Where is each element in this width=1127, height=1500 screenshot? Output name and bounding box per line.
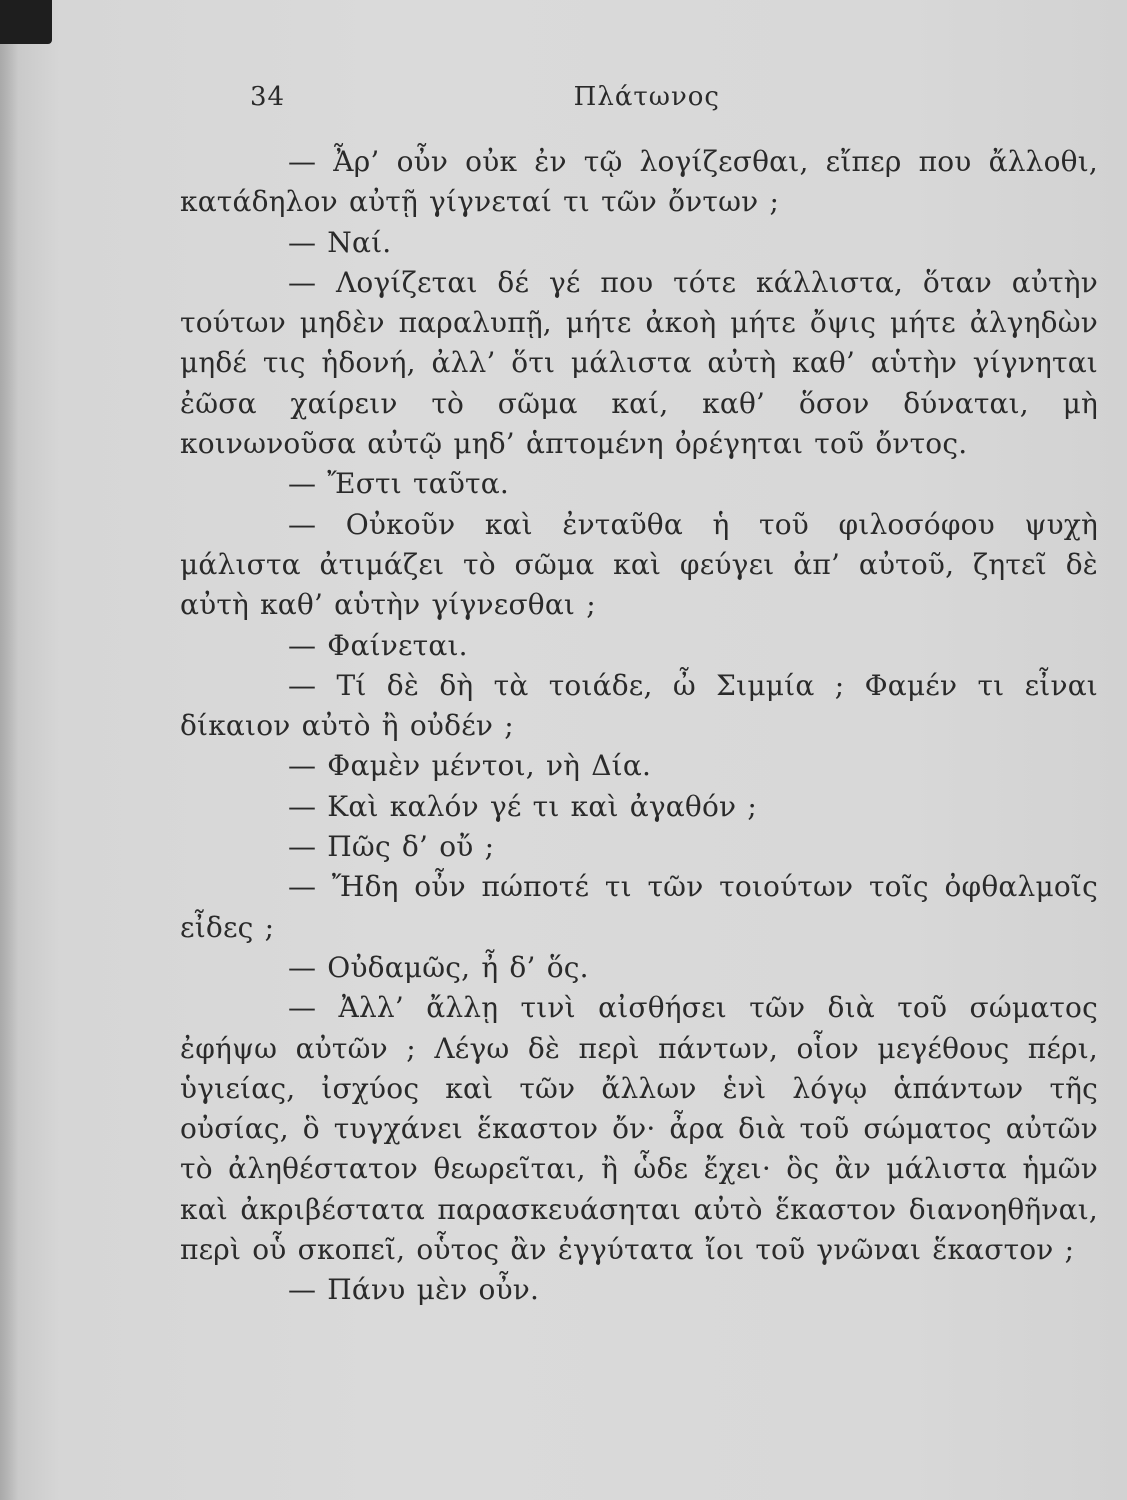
paragraph: — Πῶς δ’ οὔ ; [288,830,495,864]
dialogue-text [180,142,1098,1311]
page-header [250,82,720,122]
paragraph: — Ἔστι ταῦτα. [288,467,509,501]
paragraph: — Ἀλλ’ ἄλλῃ τινὶ αἰσθήσει τῶν διὰ τοῦ σώματος ἐφήψω αὐτῶν ; Λέγω δὲ περὶ πάντων, οἷον μεγέθους πέρι, ὑγιείας, ἰσχύος καὶ τῶν ἄλλων ἑνὶ λόγῳ ἁπάντων τῆς οὐσίας, ὃ τυγχάνει ἕκαστον ὄν· ἆρα διὰ τοῦ σώματος αὐτῶν τὸ ἀληθέστατον θεωρεῖται, ἢ ὧδε ἔχει· ὃς ἂν μάλιστα ἡμῶν καὶ ἀκριβέστατα παρασκευάσηται αὐτὸ ἕκαστον διανοηθῆναι, περὶ οὗ σκοπεῖ, οὗτος ἂν ἐγγύτατα ἴοι τοῦ γνῶναι ἕκαστον ; [180,991,1098,1267]
paragraph: — Λογίζεται δέ γέ που τότε κάλλιστα, ὅταν αὐτὴν τούτων μηδὲν παραλυπῇ, μήτε ἀκοὴ μήτε ὄψις μήτε ἀλγηδὼν μηδέ τις ἡδονή, ἀλλ’ ὅτι μάλιστα αὐτὴ καθ’ αὑτὴν γίγνηται ἐῶσα χαίρειν τὸ σῶμα καί, καθ’ ὅσον δύναται, μὴ κοινωνοῦσα αὐτῷ μηδ’ ἁπτομένη ὀρέγηται τοῦ ὄντος. [180,265,1098,461]
paragraph: — Καὶ καλόν γέ τι καὶ ἀγαθόν ; [288,789,757,823]
paragraph: — Οὐκοῦν καὶ ἐνταῦθα ἡ τοῦ φιλοσόφου ψυχὴ μάλιστα ἀτιμάζει τὸ σῶμα καὶ φεύγει ἀπ’ αὐτοῦ, ζητεῖ δὲ αὐτὴ καθ’ αὑτὴν γίγνεσθαι ; [180,507,1098,622]
paragraph: — Τί δὲ δὴ τὰ τοιάδε, ὦ Σιμμία ; Φαμέν τι εἶναι δίκαιον αὐτὸ ἢ οὐδέν ; [180,668,1098,743]
page-gutter-shadow [0,44,18,1500]
paragraph: — Ἤδη οὖν πώποτέ τι τῶν τοιούτων τοῖς ὀφθαλμοῖς εἶδες ; [180,870,1098,944]
paragraph: — Πάνυ μὲν οὖν. [288,1273,540,1307]
paragraph: — Οὐδαμῶς, ἦ δ’ ὅς. [288,950,589,984]
paragraph: — Ἆρ’ οὖν οὐκ ἐν τῷ λογίζεσθαι, εἴπερ που ἄλλοθι, κατάδηλον αὐτῇ γίγνεταί τι τῶν ὄντων ; [180,145,1098,219]
page-number: 34 [250,82,286,112]
scan-corner-mark [0,0,52,44]
running-head: Πλάτωνος [573,82,720,112]
paragraph: — Ναί. [288,225,392,259]
paragraph: — Φαμὲν μέντοι, νὴ Δία. [288,749,652,783]
paragraph: — Φαίνεται. [288,628,468,662]
